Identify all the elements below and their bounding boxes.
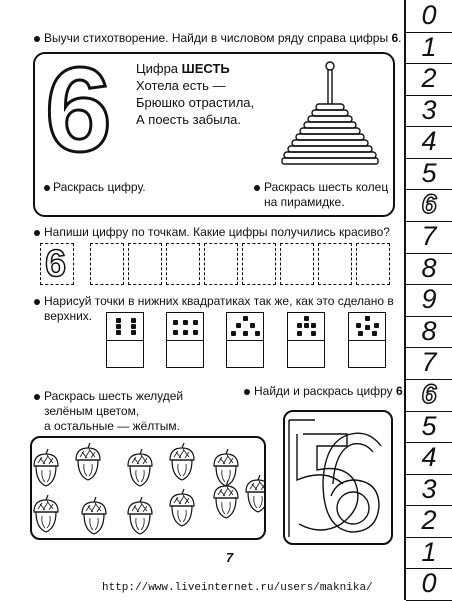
number-cell[interactable]: 4 (406, 442, 452, 475)
domino-dot (183, 320, 188, 325)
task-digit: 6 (391, 31, 399, 45)
domino-dot (304, 323, 309, 328)
domino-dot (374, 323, 379, 328)
page-number: 7 (226, 550, 234, 565)
acorns (32, 438, 264, 538)
task-dots (44, 294, 394, 324)
acorn-icon[interactable] (128, 497, 152, 534)
acorn-icon[interactable] (170, 443, 194, 480)
domino (348, 312, 386, 368)
digit-six-outline (323, 433, 381, 532)
pyramid-ring[interactable] (288, 146, 372, 152)
number-cell[interactable]: 5 (406, 411, 452, 444)
domino-dot (297, 323, 302, 328)
number-cell[interactable]: 7 (406, 221, 452, 254)
number-cell[interactable]: 1 (406, 32, 452, 65)
number-cell[interactable]: 8 (406, 316, 452, 349)
number-cell[interactable]: 3 (406, 95, 452, 128)
domino-dot (297, 331, 302, 336)
domino-dot (193, 320, 198, 325)
poem-title-word: ШЕСТЬ (181, 61, 230, 76)
domino-dot (131, 330, 136, 335)
pyramid-ring[interactable] (300, 128, 360, 134)
task-text: Выучи стихотворение. Найди в числовом ряду справа цифры (44, 31, 392, 45)
pyramid-ring[interactable] (292, 140, 368, 146)
domino (166, 312, 204, 368)
number-cell[interactable]: 4 (406, 126, 452, 159)
trace-sample-square (40, 243, 74, 285)
poem-title (136, 60, 254, 77)
domino (106, 312, 144, 368)
acorn-icon[interactable] (34, 449, 58, 486)
domino-dot (116, 324, 121, 329)
bullet (34, 230, 40, 236)
pyramid-ring[interactable] (304, 122, 356, 128)
pyramid-ring[interactable] (284, 152, 376, 158)
task-suffix: . (398, 31, 402, 45)
number-column (404, 0, 452, 600)
poem-line: А поесть забыла. (136, 112, 242, 127)
acorn-icon[interactable] (214, 449, 238, 486)
poem-line: Брюшко отрастила, (136, 95, 255, 110)
number-cell[interactable]: 1 (406, 537, 452, 570)
acorn-icon[interactable] (34, 495, 58, 532)
pyramid-ring[interactable] (296, 134, 364, 140)
domino-dot (231, 331, 236, 336)
number-cell[interactable]: 0 (406, 568, 452, 601)
pyramid-top (326, 62, 334, 70)
task-trace: Напиши цифру по точкам. Какие цифры получились красиво? (44, 225, 390, 239)
domino (226, 312, 264, 368)
trace-sample-digit: 6 (45, 243, 67, 285)
find-digit-box (283, 410, 393, 545)
domino-dot (372, 331, 377, 336)
acorn-icon[interactable] (82, 497, 106, 534)
task-digit: 6 (395, 384, 403, 398)
trace-square[interactable] (242, 243, 276, 285)
domino-dot (304, 316, 309, 321)
domino-dot (193, 330, 198, 335)
trace-square[interactable] (128, 243, 162, 285)
domino-dot (131, 318, 136, 323)
domino-dot (311, 323, 316, 328)
task-line: а остальные — жёлтым. (44, 419, 180, 433)
number-cell[interactable]: 3 (406, 474, 452, 507)
pyramid-ring[interactable] (316, 104, 344, 110)
domino-dot (358, 331, 363, 336)
task-acorns (44, 389, 183, 434)
number-cell[interactable]: 6 (406, 379, 452, 412)
bullet (44, 185, 50, 191)
domino (287, 312, 325, 368)
domino-dot (131, 324, 136, 329)
trace-square[interactable] (356, 243, 390, 285)
task-color-rings (264, 180, 388, 210)
trace-square[interactable] (280, 243, 314, 285)
task-text: Найди и раскрась цифру (254, 384, 396, 398)
trace-square[interactable] (318, 243, 352, 285)
number-cell[interactable]: 7 (406, 347, 452, 380)
trace-square[interactable] (204, 243, 238, 285)
number-cell[interactable]: 9 (406, 284, 452, 317)
acorn-icon[interactable] (170, 489, 194, 526)
bullet (244, 389, 250, 395)
task-line: на пирамидке. (264, 195, 345, 209)
acorn-icon[interactable] (214, 481, 238, 518)
domino-empty-half[interactable] (288, 341, 324, 367)
ring-pyramid[interactable] (280, 56, 392, 168)
number-cell[interactable]: 5 (406, 158, 452, 191)
domino-dot (243, 331, 248, 336)
domino-dot (250, 323, 255, 328)
acorn-icon[interactable] (246, 475, 264, 512)
bullet (34, 394, 40, 400)
poem (136, 60, 254, 128)
bullet (254, 185, 260, 191)
domino-dot (311, 331, 316, 336)
big-digit-six[interactable]: 6 (45, 43, 112, 177)
acorn-box (30, 436, 266, 540)
task-line: верхних. (44, 309, 93, 323)
domino-dot (365, 316, 370, 321)
bullet (34, 36, 40, 42)
task-line: Раскрась шесть колец (264, 180, 389, 194)
overlapping-digits[interactable] (285, 412, 391, 543)
task-color-digit: Раскрась цифру. (53, 180, 146, 194)
domino-dot (116, 330, 121, 335)
task-suffix: . (402, 384, 407, 398)
domino-dot (116, 318, 121, 323)
domino-empty-half[interactable] (349, 341, 385, 367)
pyramid-base (282, 158, 378, 164)
poem-line: Хотела есть — (136, 78, 226, 93)
domino-empty-half[interactable] (227, 341, 263, 367)
footer-url[interactable]: http://www.liveinternet.ru/users/maknika/ (102, 582, 373, 594)
poem-title-prefix: Цифра (136, 61, 182, 76)
bullet (34, 299, 40, 305)
number-cell[interactable]: 0 (406, 0, 452, 33)
number-cell[interactable]: 2 (406, 63, 452, 96)
trace-square[interactable] (166, 243, 200, 285)
domino-dot (173, 330, 178, 335)
number-cell[interactable]: 8 (406, 253, 452, 286)
pyramid-ring[interactable] (308, 116, 352, 122)
number-cell[interactable]: 6 (406, 189, 452, 222)
task-find-digit (254, 384, 406, 399)
pyramid-ring[interactable] (312, 110, 348, 116)
domino-dot (356, 323, 361, 328)
trace-square[interactable] (90, 243, 124, 285)
domino-dot (365, 325, 370, 330)
domino-dot (243, 316, 248, 321)
domino-empty-half[interactable] (167, 341, 203, 367)
domino-empty-half[interactable] (107, 341, 143, 367)
acorn-icon[interactable] (128, 449, 152, 486)
domino-dot (236, 323, 241, 328)
domino-dot (183, 330, 188, 335)
task-line: зелёным цветом, (44, 404, 140, 418)
domino-dot (255, 331, 260, 336)
task-line: Раскрась шесть желудей (44, 389, 184, 403)
acorn-icon[interactable] (76, 443, 100, 480)
task-line: Нарисуй точки в нижних квадратиках так же, как это сделано в (44, 294, 394, 308)
number-cell[interactable]: 2 (406, 505, 452, 538)
domino-dot (173, 320, 178, 325)
